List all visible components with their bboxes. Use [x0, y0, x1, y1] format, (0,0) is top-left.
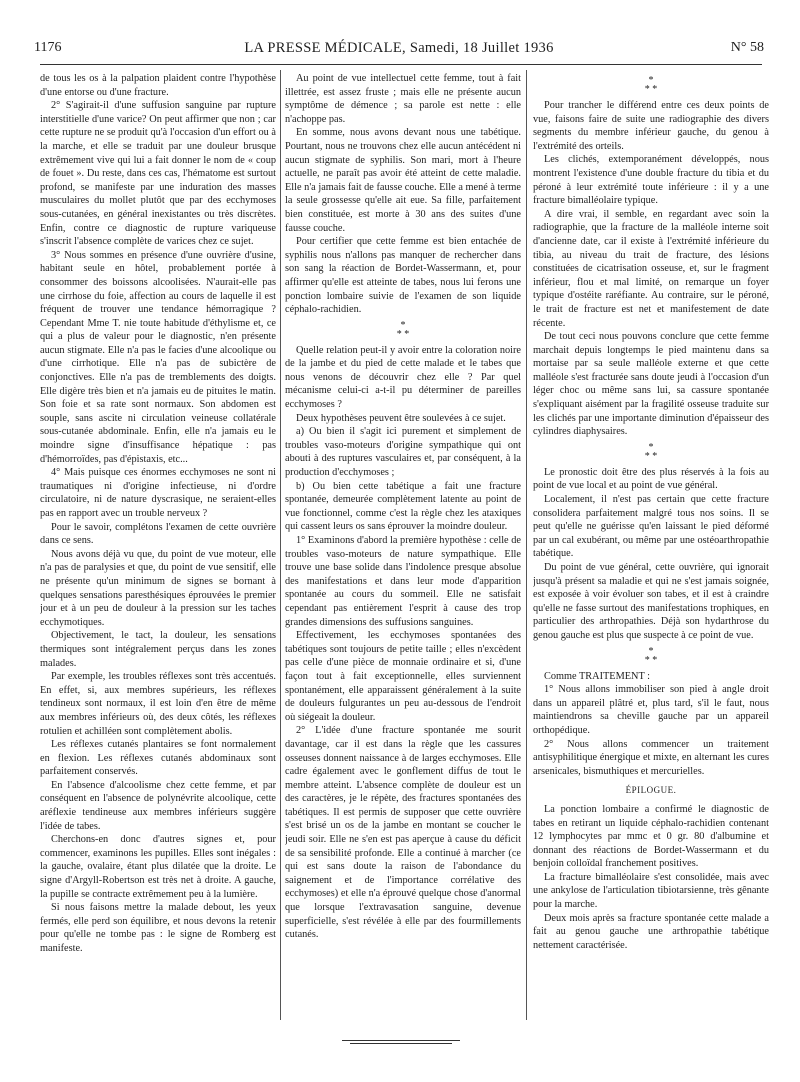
paragraph: Par exemple, les troubles réflexes sont très accentués. En effet, si, aux membres supérieurs, les réflexes tendineux sont normaux, il est loin d'en être de même aux membres inférieurs où, des deux côtés, les réflexes rotulien et achilléen sont complètement abolis.: [40, 671, 276, 737]
paragraph: 1° Nous allons immobiliser son pied à angle droit dans un appareil plâtré et, plus tard, s'il le faut, nous maintiendrons sa cheville gauche par un appareil orthopédique.: [533, 684, 769, 736]
section-asterism: * * *: [644, 75, 658, 95]
paragraph: La fracture bimalléolaire s'est consolidée, mais avec une ankylose de l'articulation tibiotarsienne, très gênante pour la marche.: [533, 871, 769, 911]
paragraph: Les réflexes cutanés plantaires se font normalement en flexion. Les réflexes cutanés abdominaux sont parfaitement conservés.: [40, 739, 276, 778]
paragraph: Deux hypothèses peuvent être soulevées à ce sujet.: [296, 412, 506, 424]
paragraph: De tout ceci nous pouvons conclure que cette femme marchait depuis longtemps le pied maintenu dans sa mortaise par sa seule malléole externe et que cette malléole s'est fracturée sans doute jeudi à l'occasion d'un léger choc ou même sans lui, sa cassure spontanée s'expliquant aisément par la fragilité osseuse traduite sur les clichés par une importante diminution d'épaisseur des cylindres diaphysaires.: [533, 331, 769, 438]
section-asterism: * * *: [644, 441, 658, 462]
paragraph: Nous avons déjà vu que, du point de vue moteur, elle n'a pas de paralysies et que, du point de vue sensitif, elle ne présente qu'un minimum de signes se bornant à quelques sensations paresthésiques éprouvées le premier jour et à un peu de douleur à la pression sur les taches ecchymotiques.: [40, 548, 276, 628]
header-rule: [40, 64, 762, 65]
paragraph: Effectivement, les ecchymoses spontanées des tabétiques sont toujours de petite taille ; elles n'excèdent pas celle d'une pièce de monnaie ordinaire et si, d'une façon tout à fait exceptionnelle, elles surviennent spontanément, elle apparaissent généralement à la suite de douleurs fulgurantes un peu au-dessous de l'endroit où siégeait la douleur.: [285, 630, 521, 723]
section-asterism: * * *: [644, 645, 658, 666]
column-1: [40, 72, 276, 1072]
paragraph: Pour certifier que cette femme est bien entachée de syphilis nous n'allons pas manquer de rechercher dans son sang la réaction de Bordet-Wassermann, et, pour affirmer qu'elle est atteinte de tabes, nous lui ferons une ponction lombaire suivie de l'examen de son liquide céphalo-rachidien.: [285, 236, 521, 316]
paragraph: Si nous faisons mettre la malade debout, les yeux fermés, elle perd son équilibre, et nous devons la retenir pour qu'elle ne tombe pas : le signe de Romberg est manifeste.: [40, 902, 276, 954]
paragraph: a) Ou bien il s'agit ici purement et simplement de troubles vaso-moteurs d'origine sympathique qui ont abouti à des ruptures vasculaires et, par conséquent, à la production d'ecchymoses ;: [285, 426, 521, 479]
paragraph: 4° Mais puisque ces énormes ecchymoses ne sont ni traumatiques ni d'origine infectieuse, ni d'ordre circulatoire, ni de nature dyscrasique, ne seraient-elles pas en rapport avec un trouble nerveux ?: [40, 467, 276, 519]
paragraph: 2° L'idée d'une fracture spontanée me sourit davantage, car il est dans la règle que les cassures osseuses donnent naissance à de larges ecchymoses. Elle cadre également avec le gonflement diffus de tout le membre atteint. L'absence complète de douleur est un des caractères, je le répète, des fractures spontanées des tabétiques. Il est permis de supposer que cette ouvrière s'est brisé un os de la jambe en montant se coucher le jeudi soir. Elle ne s'en est pas aperçue à cause du déficit de sa sensibilité profonde. Elle a continué à marcher (ce qui est sans doute la raison de l'abondance du saignement et de l'importance corrélative des ecchymoses) et elle n'a éprouvé quelque chose d'anormal que lorsque l'extravasation sanguine, devenue superficielle, s'est révélée à elle par des fourmillements cutanés.: [285, 725, 521, 941]
column-divider: [280, 70, 281, 1020]
paragraph: La ponction lombaire a confirmé le diagnostic de tabes en retirant un liquide céphalo-rachidien contenant 12 lymphocytes par mmc et 0 gr. 80 d'albumine et donnant des réactions de Bordet-Wassermann et du benjoin colloïdal franchement positives.: [533, 803, 769, 870]
paragraph: 1° Examinons d'abord la première hypothèse : celle de troubles vaso-moteurs de nature sympathique. Elle trouve une base solide dans l'indolence presque absolue des manifestations et dans leur mode d'apparition spontanée au cours du sommeil. Elle ne satisfait cependant pas entièrement l'esprit à cause des trop grandes dimensions des suffusions sanguines.: [285, 535, 521, 628]
paragraph: Pour le savoir, complétons l'examen de cette ouvrière dans ce sens.: [40, 521, 276, 547]
paragraph: A dire vrai, il semble, en regardant avec soin la radiographie, que la fracture de la malléole interne soit d'ancienne date, car il existe à l'extrémité inférieure du tibia, au niveau du trait de fracture, des lésions constituées de cicatrisation osseuse, et, sur le fragment inférieur, flou et mal limité, on remarque un foyer typique d'ostéite raréfiante. Au contraire, sur le péroné, le trait de fracture est net et manifestement de date récente.: [533, 208, 769, 329]
paragraph: Le pronostic doit être des plus réservés à la fois au point de vue local et au point de vue général.: [533, 466, 769, 492]
paragraph: Les clichés, extemporanément développés, nous montrent l'existence d'une double fracture du tibia et du péroné à leur extrémité toute inférieure : il y a une fracture bimalléolaire typique.: [533, 154, 769, 207]
paragraph: 3° Nous sommes en présence d'une ouvrière d'usine, habitant seule en hôtel, probablement portée à consommer des boissons alcoolisées. N'aurait-elle pas une cirrhose du foie, affection au cours de laquelle il est fréquent de trouver une tendance hémorragique ? Cependant Mme T. nie toute habitude d'éthylisme et, ce qui a plus de valeur pour le diagnostic, n'en présente aucun stigmate. Elle n'a pas le facies d'une alcoolique ou d'une cirrhotique. Elle n'a pas de subictère de conjonctives. Elle n'a pas de tremblements des doigts. Elle digère très bien et n'a jamais eu de pituites le matin. Son foie et sa rate sont normaux. Son abdomen est souple, sans ascite ni circulation veineuse collatérale sous-cutanée abdominale. Enfin, elle n'a jamais eu le moindre signe d'insuffisance hépatique : pas d'hémorroïdes, pas d'épistaxis, etc...: [40, 249, 276, 465]
epilogue-heading: ÉPILOGUE.: [625, 785, 677, 796]
paragraph: Comme TRAITEMENT :: [544, 670, 651, 682]
paragraph: Localement, il n'est pas certain que cette fracture consolidera parfaitement malgré tous nos soins. Il se peut qu'elle ne guérisse qu'en laissant le pied déformé par un cal exubérant, ou même par une ostéoarthropathie tabétique.: [533, 494, 769, 560]
journal-title: LA PRESSE MÉDICALE, Samedi, 18 Juillet 1936: [244, 40, 554, 56]
paragraph: 2° Nous allons commencer un traitement antisyphilitique énergique et mixte, en alternant les cures arsenicales, bismuthiques et mercurielles.: [533, 738, 769, 777]
issue-number: N° 58: [730, 40, 764, 55]
paragraph: 2° S'agirait-il d'une suffusion sanguine par rupture interstitielle d'une varice? On peut affirmer que non ; car cette rupture ne se produit qu'à l'occasion d'un effort ou à la marche, et elle se traduit par une douleur brusque extrêmement vive qui lui a fait donner le nom de « coup de fouet ». Du reste, dans ces cas, l'hématome est surtout profond, se manifeste par une induration des masses musculaires du mollet plutôt que par des ecchymoses sous-cutanées, en général inexistantes ou très discrètes. Enfin, contre ce diagnostic de rupture variqueuse s'inscrit l'absence complète de varices chez ce sujet.: [40, 100, 276, 248]
paragraph: En l'absence d'alcoolisme chez cette femme, et par conséquent en l'absence de polynévrite alcoolique, cette aréflexie tendineuse aux membres inférieurs suggère l'idée de tabes.: [40, 779, 276, 832]
page-header: [34, 40, 764, 62]
column-3: [533, 72, 769, 1072]
paragraph: Quelle relation peut-il y avoir entre la coloration noire de la jambe et du pied de cette malade et le tabes que nous venons de découvrir chez elle ? Par quel mécanisme celui-ci a-t-il pu déterminer de pareilles ecchymoses ?: [285, 344, 521, 411]
paragraph: Pour trancher le différend entre ces deux points de vue, faisons faire de suite une radiographie des divers segments du membre inférieur gauche, du genou à l'extrémité des orteils.: [533, 100, 769, 152]
paragraph: Cherchons-en donc d'autres signes et, pour commencer, examinons les pupilles. Elles sont inégales : la gauche, ovalaire, étant plus dilatée que la droite. Le signe d'Argyll-Robertson est très net à droite. A gauche, la pupille se contracte extrêmement peu à la lumière.: [40, 834, 276, 900]
paragraph: Objectivement, le tact, la douleur, les sensations thermiques sont intégralement perçus dans les zones malades.: [40, 630, 276, 669]
end-rule: [342, 1040, 460, 1041]
paragraph: Du point de vue général, cette ouvrière, qui ignorait jusqu'à présent sa maladie et qui ne s'est jamais soignée, est exposée à voir évoluer son tabes, et il est à craindre qu'elle ne fasse surtout des manifestations trophiques, en particulier des arthropathies. Déjà son hydarthrose du genou gauche est plus que suspecte à ce point de vue.: [533, 562, 769, 641]
column-2: [285, 72, 521, 1072]
page-number: 1176: [34, 40, 62, 55]
paragraph: de tous les os à la palpation plaident contre l'hypothèse d'une entorse ou d'une fracture.: [40, 73, 276, 98]
paragraph: En somme, nous avons devant nous une tabétique. Pourtant, nous ne trouvons chez elle aucun antécédent ni aucun stigmate de syphilis. Son mari, mort à l'heure actuelle, ne paraît pas avoir été atteint de cette maladie. Elle n'a jamais fait de fausse couche. Elle a mené à terme la seule grossesse qu'elle ait eue. Sa fille, parfaitement bien constituée, est morte à 30 ans des suites d'une fausse couche.: [285, 127, 521, 234]
paragraph: Au point de vue intellectuel cette femme, tout à fait illettrée, est assez fruste ; mais elle ne présente aucun symptôme de démence ; sa parole est nette : elle n'achoppe pas.: [285, 73, 521, 125]
paragraph: b) Ou bien cette tabétique a fait une fracture spontanée, demeurée complètement latente au point de vue fonctionnel, comme c'est la règle chez les ataxiques qui cassent leurs os sans éprouver la moindre douleur.: [285, 480, 521, 533]
end-rule: [350, 1043, 452, 1044]
section-asterism: * * *: [396, 319, 410, 340]
paragraph: Deux mois après sa fracture spontanée cette malade a fait au genou gauche une arthropathie tabétique nettement caractérisée.: [533, 912, 769, 951]
column-divider: [526, 70, 527, 1020]
